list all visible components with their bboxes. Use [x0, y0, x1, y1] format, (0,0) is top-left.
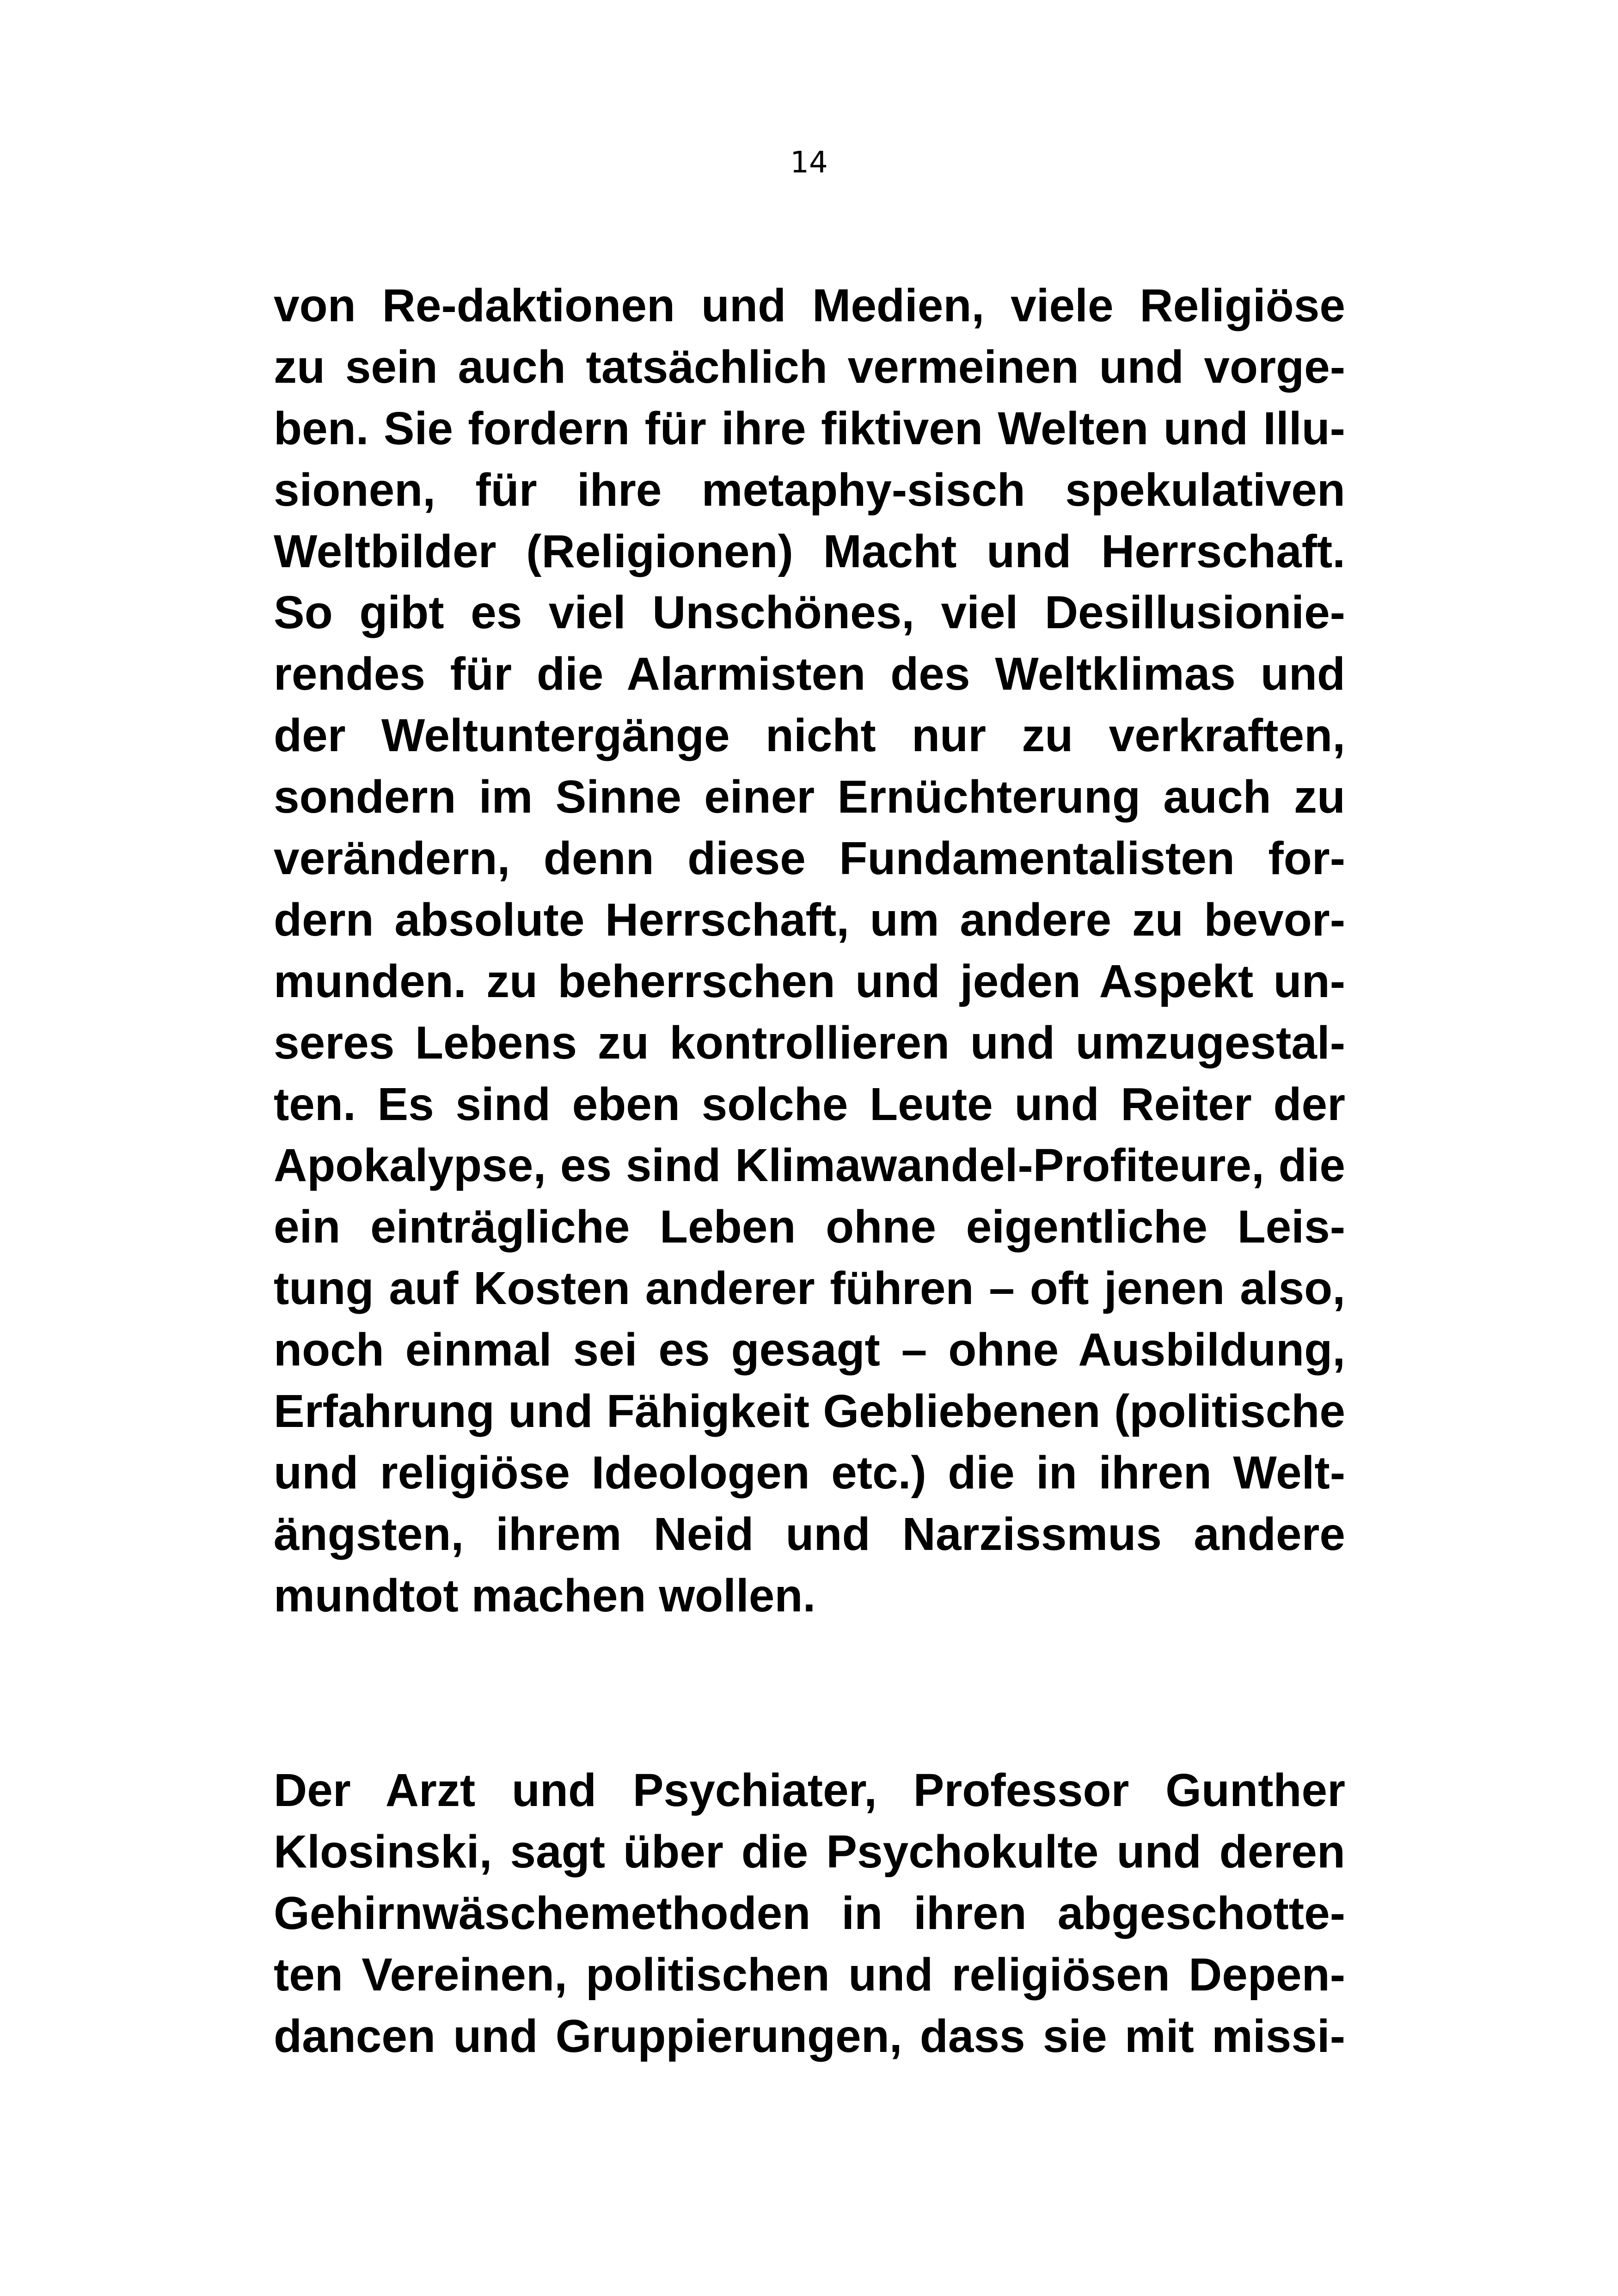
paragraph	[274, 275, 1345, 1627]
text-line: ein einträgliche Leben ohne eigentliche Leis-	[274, 1201, 1345, 1253]
text-line: Gehirnwäschemethoden in ihren abgeschotte-	[274, 1887, 1345, 1939]
text-line: rendes für die Alarmisten des Weltklimas und	[274, 648, 1345, 700]
text-line: und religiöse Ideologen etc.) die in ihren Welt-	[274, 1446, 1345, 1499]
text-line: noch einmal sei es gesagt – ohne Ausbildung,	[274, 1324, 1345, 1376]
paragraph	[274, 1760, 1345, 2067]
text-line: ben. Sie fordern für ihre fiktiven Welten und Illu-	[274, 402, 1345, 454]
text-line: verändern, denn diese Fundamentalisten for-	[274, 833, 1345, 885]
page-number: 14	[790, 146, 828, 180]
text-line: tung auf Kosten anderer führen – oft jenen also,	[274, 1262, 1345, 1315]
text-line: ten. Es sind eben solche Leute und Reiter der	[274, 1078, 1345, 1130]
text-line: seres Lebens zu kontrollieren und umzugestal-	[274, 1016, 1345, 1069]
text-line: von Re-daktionen und Medien, viele Religiöse	[274, 280, 1345, 331]
text-line: ängsten, ihrem Neid und Narzissmus andere	[274, 1508, 1345, 1560]
text-line: dancen und Gruppierungen, dass sie mit missi-	[274, 2010, 1345, 2062]
text-line: zu sein auch tatsächlich vermeinen und vorge-	[274, 341, 1345, 393]
text-line: sionen, für ihre metaphy-sisch spekulativen	[274, 464, 1345, 516]
text-line: der Weltuntergänge nicht nur zu verkraften,	[274, 710, 1345, 762]
text-line: ten Vereinen, politischen und religiösen Depen-	[274, 1948, 1345, 2001]
text-line: mundtot machen wollen.	[274, 1569, 816, 1622]
text-line: Apokalypse, es sind Klimawandel-Profiteure, die	[274, 1139, 1345, 1192]
text-line: So gibt es viel Unschönes, viel Desillusionie-	[274, 587, 1345, 639]
text-line: Klosinski, sagt über die Psychokulte und deren	[274, 1825, 1345, 1878]
text-line: Erfahrung und Fähigkeit Gebliebenen (politische	[274, 1385, 1345, 1438]
text-line: Der Arzt und Psychiater, Professor Gunther	[274, 1764, 1345, 1816]
text-line: dern absolute Herrschaft, um andere zu bevor-	[274, 894, 1345, 946]
text-line: sondern im Sinne einer Ernüchterung auch zu	[274, 771, 1345, 823]
text-line: munden. zu beherrschen und jeden Aspekt un-	[274, 955, 1345, 1007]
text-line: Weltbilder (Religionen) Macht und Herrschaft.	[274, 525, 1345, 577]
